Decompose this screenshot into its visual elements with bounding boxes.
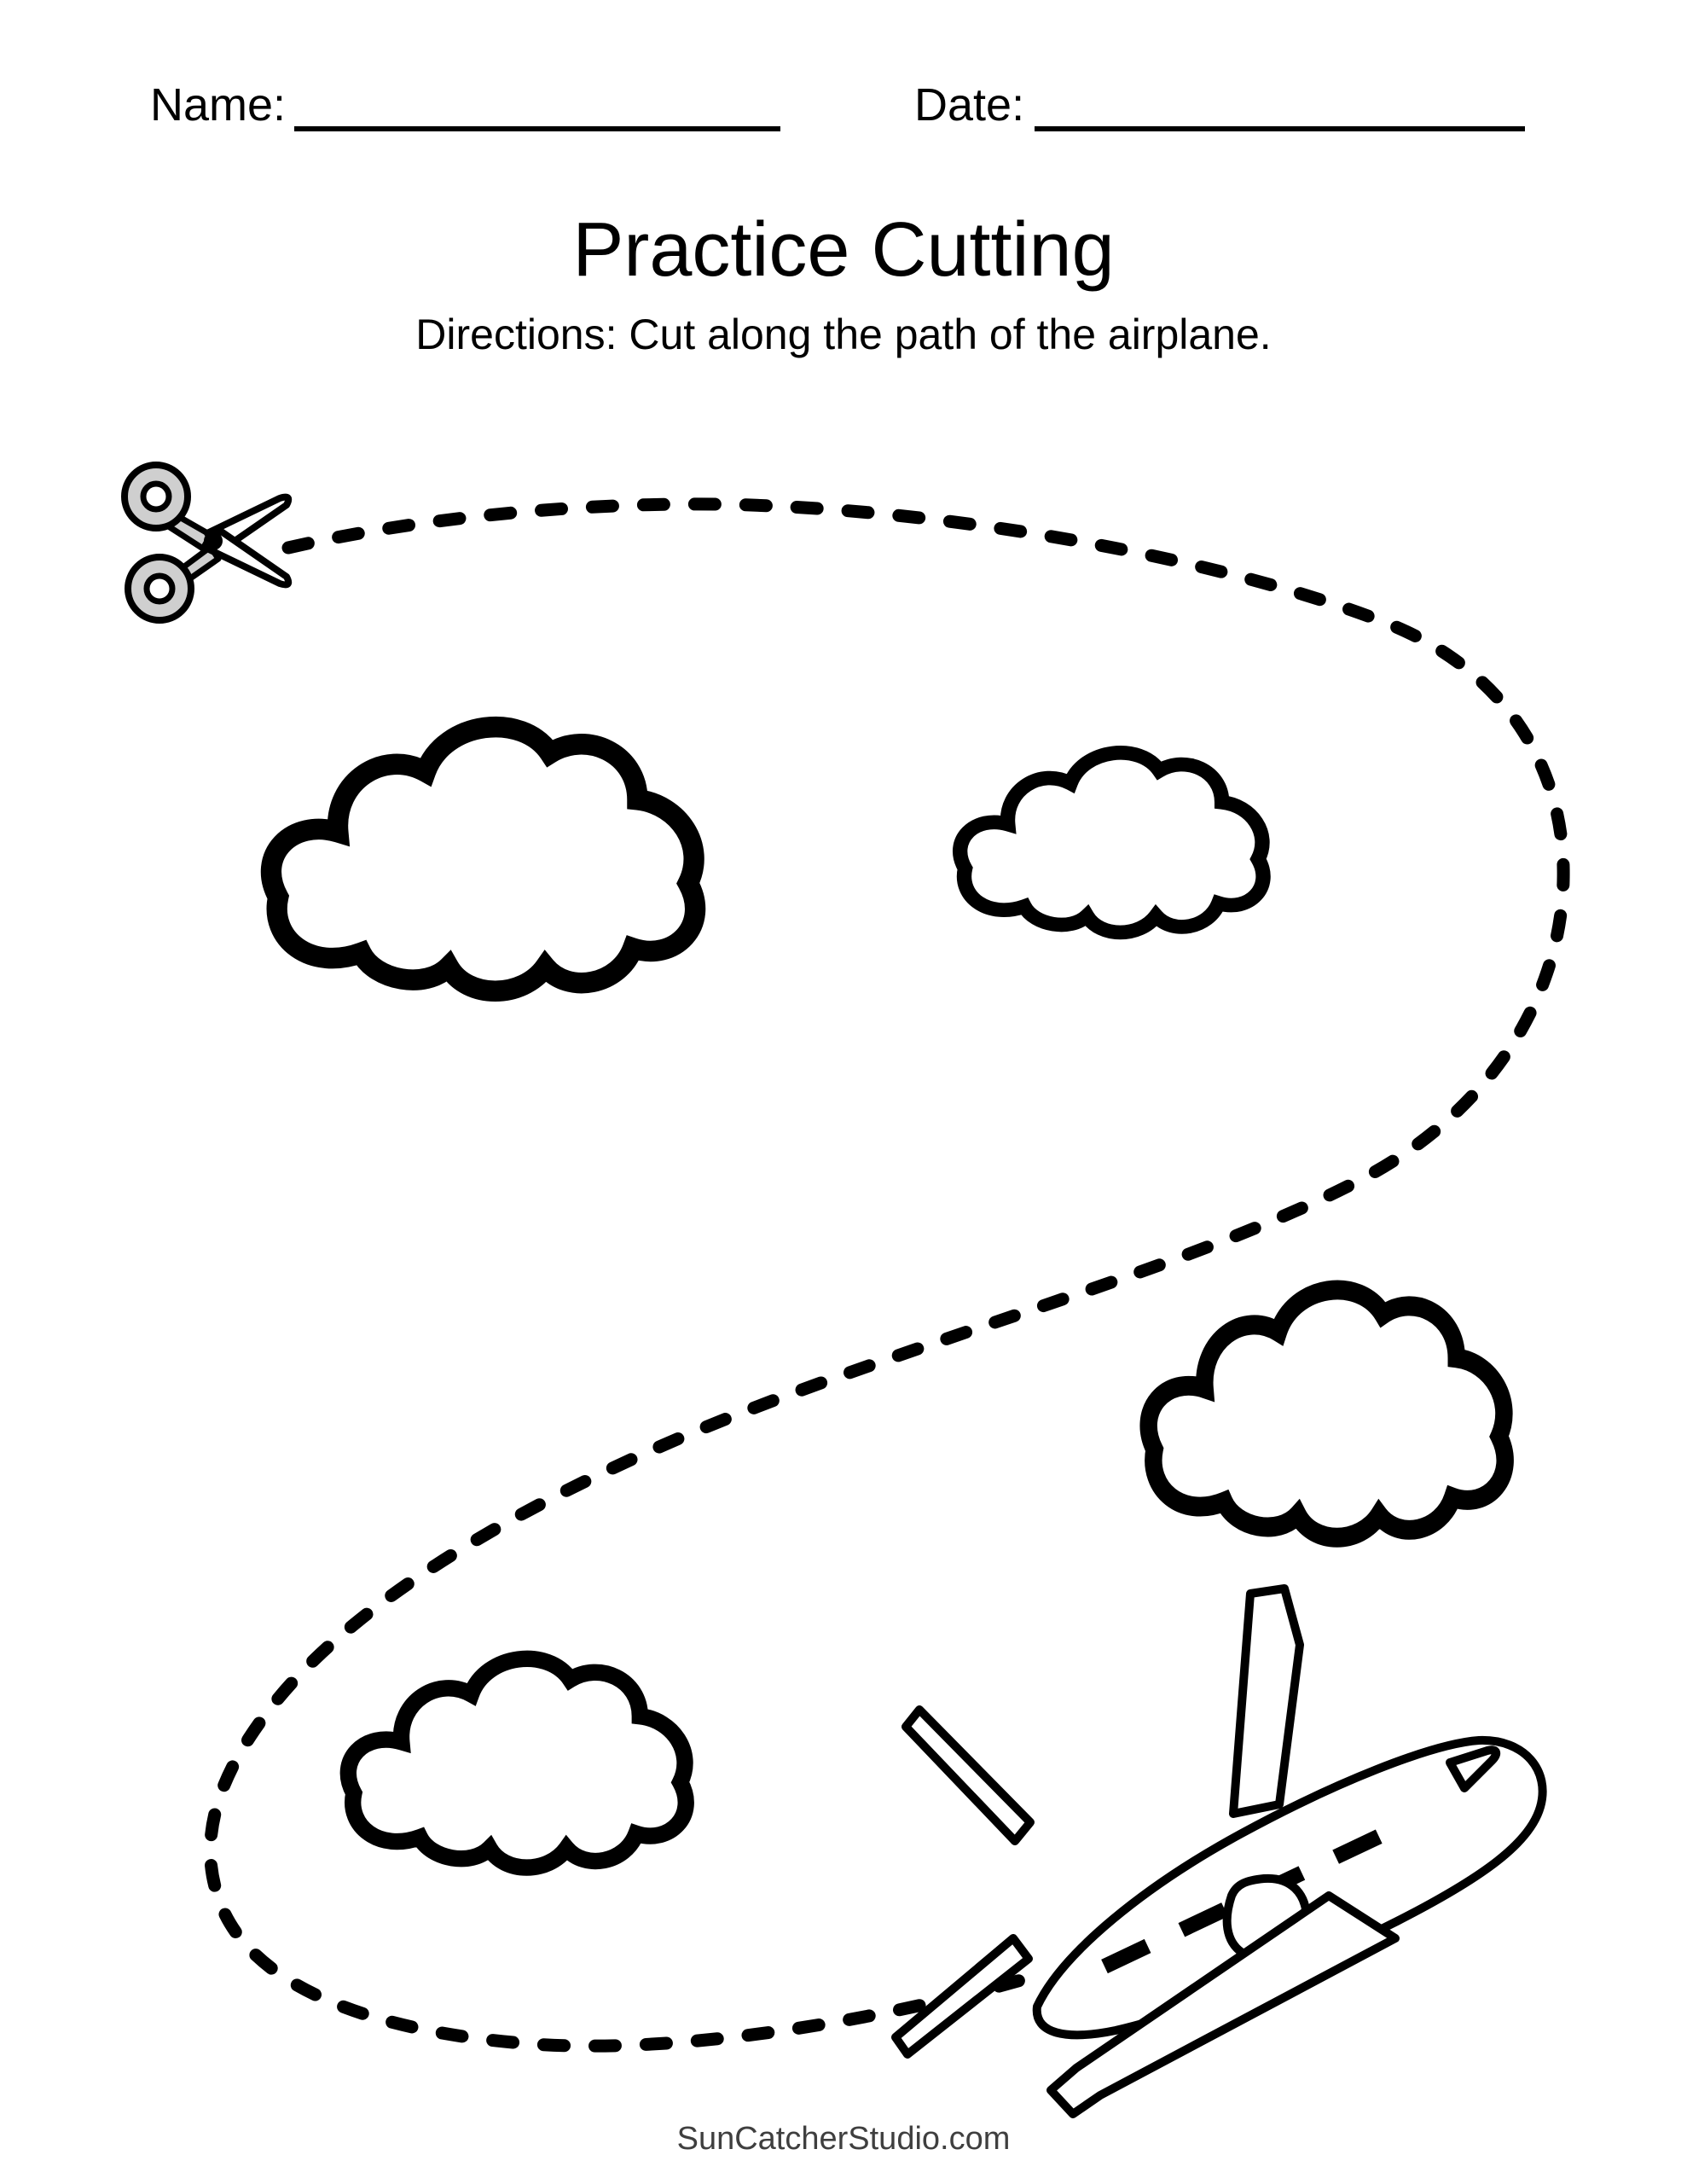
footer-website-text: SunCatcherStudio.com bbox=[676, 2121, 1011, 2157]
cloud-middle-right bbox=[1149, 1290, 1505, 1537]
scissors-lower-handle-hole bbox=[147, 576, 172, 601]
name-label: Name: bbox=[150, 79, 287, 131]
scissors-icon bbox=[125, 465, 288, 620]
scissors-pivot-dot bbox=[204, 531, 223, 550]
directions-text: Directions: Cut along the path of the airplane. bbox=[415, 311, 1272, 358]
clouds bbox=[271, 727, 1505, 1867]
cloud-bottom-left bbox=[348, 1658, 686, 1867]
airplane-stabilizer-near bbox=[896, 1938, 1029, 2054]
cloud-top-left bbox=[271, 727, 695, 991]
airplane-tail-fin bbox=[1233, 1589, 1300, 1814]
page-title: Practice Cutting bbox=[572, 207, 1115, 293]
airplane-icon bbox=[896, 1589, 1543, 2114]
airplane-stabilizer-far bbox=[906, 1710, 1030, 1841]
scissors-upper-handle-hole bbox=[143, 484, 169, 509]
cloud-top-right bbox=[960, 752, 1263, 932]
date-label: Date: bbox=[914, 79, 1025, 131]
